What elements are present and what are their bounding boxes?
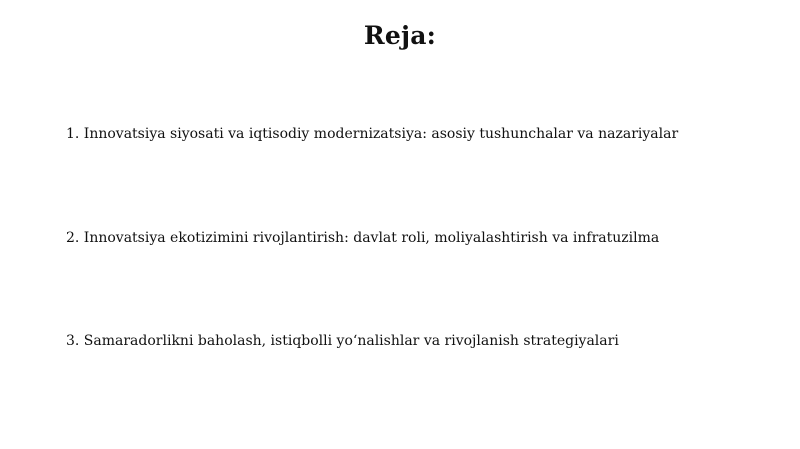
slide-title: Reja: (363, 21, 437, 50)
plan-item-1: 1. Innovatsiya siyosati va iqtisodiy modernizatsiya: asosiy tushunchalar va nazariyalar (66, 126, 679, 142)
plan-item-3: 3. Samaradorlikni baholash, istiqbolli yo‘nalishlar va rivojlanish strategiyalari (66, 333, 619, 349)
plan-item-2: 2. Innovatsiya ekotizimini rivojlantirish: davlat roli, moliyalashtirish va infratuzilma (66, 230, 660, 246)
